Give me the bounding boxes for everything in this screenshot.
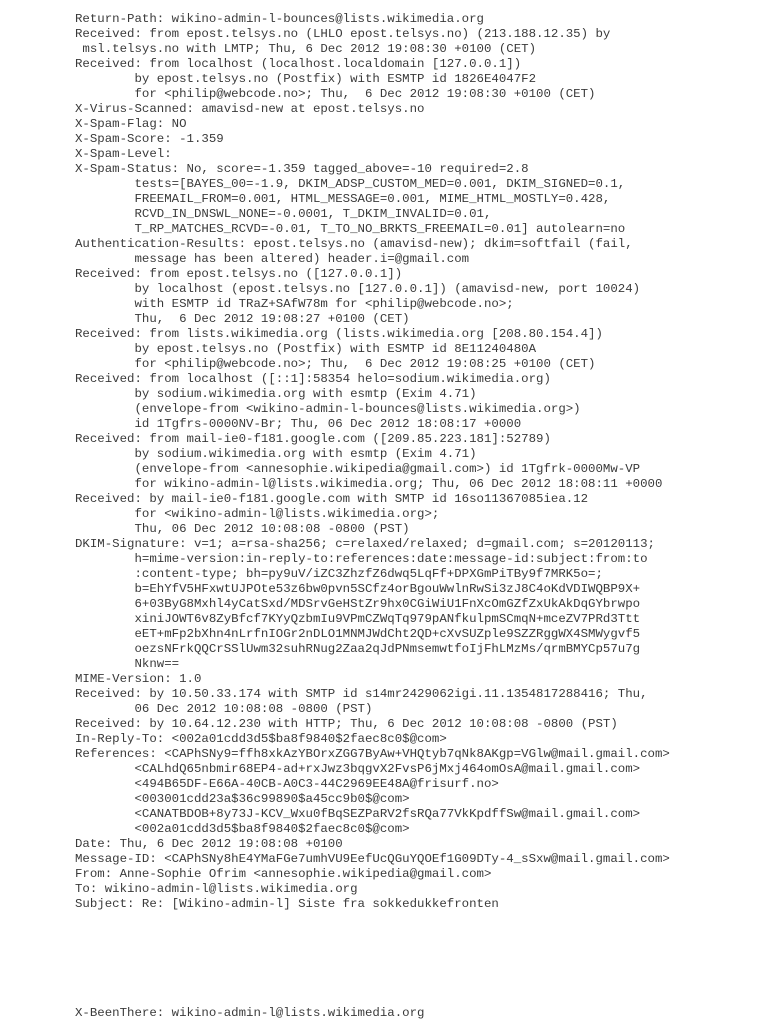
email-header-line: for wikino-admin-l@lists.wikimedia.org; Thu, 06 Dec 2012 18:08:11 +0000	[75, 477, 663, 491]
email-header-line: Received: by 10.50.33.174 with SMTP id s14mr2429062igi.11.1354817288416; Thu,	[75, 687, 648, 701]
email-header-line: X-Spam-Score: -1.359	[75, 132, 224, 146]
email-header-line: tests=[BAYES_00=-1.9, DKIM_ADSP_CUSTOM_MED=0.001, DKIM_SIGNED=0.1,	[75, 177, 626, 191]
email-header-line: <003001cdd23a$36c99890$a45cc9b0$@com>	[75, 792, 410, 806]
email-header-line: <002a01cdd3d5$ba8f9840$2faec8c0$@com>	[75, 822, 410, 836]
email-header-line: MIME-Version: 1.0	[75, 672, 202, 686]
email-header-line: xiniJOWT6v8ZyBfcf7KYyQzbmIu9VPmCZWqTq979pANfkulpmSCmqN+mceZV7PRd3Ttt	[75, 612, 641, 626]
email-header-line: In-Reply-To: <002a01cdd3d5$ba8f9840$2faec8c0$@com>	[75, 732, 447, 746]
email-header-line: Received: from lists.wikimedia.org (lists.wikimedia.org [208.80.154.4])	[75, 327, 603, 341]
email-header-line: Thu, 06 Dec 2012 10:08:08 -0800 (PST)	[75, 522, 410, 536]
email-header-line: for <philip@webcode.no>; Thu, 6 Dec 2012 19:08:25 +0100 (CET)	[75, 357, 596, 371]
email-header-line: id 1Tgfrs-0000NV-Br; Thu, 06 Dec 2012 18:08:17 +0000	[75, 417, 522, 431]
email-header-line: by localhost (epost.telsys.no [127.0.0.1]) (amavisd-new, port 10024)	[75, 282, 641, 296]
email-header-line: Received: from epost.telsys.no (LHLO epost.telsys.no) (213.188.12.35) by	[75, 27, 611, 41]
email-header-line: Received: by mail-ie0-f181.google.com with SMTP id 16so11367085iea.12	[75, 492, 589, 506]
email-header-line: <CALhdQ65nbmir68EP4-ad+rxJwz3bqgvX2FvsP6jMxj464omOsA@mail.gmail.com>	[75, 762, 641, 776]
email-header-line: by sodium.wikimedia.org with esmtp (Exim 4.71)	[75, 447, 477, 461]
email-header-line: From: Anne-Sophie Ofrim <annesophie.wikipedia@gmail.com>	[75, 867, 492, 881]
email-header-line: h=mime-version:in-reply-to:references:date:message-id:subject:from:to	[75, 552, 648, 566]
x-beenthere-header: X-BeenThere: wikino-admin-l@lists.wikimedia.org	[75, 1006, 425, 1020]
email-header-line: Thu, 6 Dec 2012 19:08:27 +0100 (CET)	[75, 312, 410, 326]
email-header-line: References: <CAPhSNy9=ffh8xkAzYBOrxZGG7ByAw+VHQtyb7qNk8AKgp=VGlw@mail.gmail.com>	[75, 747, 670, 761]
email-header-line: Message-ID: <CAPhSNy8hE4YMaFGe7umhVU9EefUcQGuYQOEf1G09DTy-4_sSxw@mail.gmail.com>	[75, 852, 670, 866]
email-header-line: T_RP_MATCHES_RCVD=-0.01, T_TO_NO_BRKTS_FREEMAIL=0.01] autolearn=no	[75, 222, 626, 236]
email-header-line: (envelope-from <annesophie.wikipedia@gmail.com>) id 1Tgfrk-0000Mw-VP	[75, 462, 641, 476]
email-header-line: <494B65DF-E66A-40CB-A0C3-44C2969EE48A@frisurf.no>	[75, 777, 499, 791]
email-header-line: X-Virus-Scanned: amavisd-new at epost.telsys.no	[75, 102, 425, 116]
email-header-line: eET+mFp2bXhn4nLrfnIOGr2nDLO1MNMJWdCht2QD+cXvSUZple9SZZRggWX4SMWygvf5	[75, 627, 641, 641]
email-header-line: Date: Thu, 6 Dec 2012 19:08:08 +0100	[75, 837, 343, 851]
email-header-line: X-Spam-Flag: NO	[75, 117, 187, 131]
email-header-line: Authentication-Results: epost.telsys.no (amavisd-new); dkim=softfail (fail,	[75, 237, 633, 251]
email-header-line: X-Spam-Level:	[75, 147, 172, 161]
email-header-line: Received: from epost.telsys.no ([127.0.0.1])	[75, 267, 403, 281]
email-header-line: RCVD_IN_DNSWL_NONE=-0.0001, T_DKIM_INVALID=0.01,	[75, 207, 492, 221]
email-header-line: <CANATBDOB+8y73J-KCV_Wxu0fBqSEZPaRV2fsRQa77VkKpdffSw@mail.gmail.com>	[75, 807, 641, 821]
email-header-line: for <philip@webcode.no>; Thu, 6 Dec 2012 19:08:30 +0100 (CET)	[75, 87, 596, 101]
email-header-line: by epost.telsys.no (Postfix) with ESMTP id 8E11240480A	[75, 342, 537, 356]
email-header-block	[75, 12, 755, 912]
email-header-line: Return-Path: wikino-admin-l-bounces@lists.wikimedia.org	[75, 12, 484, 26]
email-header-line: Received: from localhost (localhost.localdomain [127.0.0.1])	[75, 57, 522, 71]
email-header-line: Received: from mail-ie0-f181.google.com ([209.85.223.181]:52789)	[75, 432, 551, 446]
email-header-line: Received: by 10.64.12.230 with HTTP; Thu, 6 Dec 2012 10:08:08 -0800 (PST)	[75, 717, 618, 731]
email-header-line: :content-type; bh=py9uV/iZC3ZhzfZ6dwq5LqFf+DPXGmPiTBy9f7MRK5o=;	[75, 567, 603, 581]
email-header-line: message has been altered) header.i=@gmail.com	[75, 252, 470, 266]
email-header-line: X-Spam-Status: No, score=-1.359 tagged_above=-10 required=2.8	[75, 162, 529, 176]
email-header-line: FREEMAIL_FROM=0.001, HTML_MESSAGE=0.001, MIME_HTML_MOSTLY=0.428,	[75, 192, 611, 206]
email-header-line: by epost.telsys.no (Postfix) with ESMTP id 1826E4047F2	[75, 72, 537, 86]
email-header-line: Nknw==	[75, 657, 180, 671]
email-header-line: 06 Dec 2012 10:08:08 -0800 (PST)	[75, 702, 373, 716]
email-header-line: by sodium.wikimedia.org with esmtp (Exim 4.71)	[75, 387, 477, 401]
email-header-line: msl.telsys.no with LMTP; Thu, 6 Dec 2012 19:08:30 +0100 (CET)	[75, 42, 537, 56]
email-header-line: Received: from localhost ([::1]:58354 helo=sodium.wikimedia.org)	[75, 372, 551, 386]
email-header-line: with ESMTP id TRaZ+SAfW78m for <philip@webcode.no>;	[75, 297, 514, 311]
email-header-line: oezsNFrkQQCrSSlUwm32suhRNug2Zaa2qJdPNmsemwtfoIjFhLMzMs/qrmBMYCp57u7g	[75, 642, 641, 656]
email-header-line: To: wikino-admin-l@lists.wikimedia.org	[75, 882, 358, 896]
email-header-line: DKIM-Signature: v=1; a=rsa-sha256; c=relaxed/relaxed; d=gmail.com; s=20120113;	[75, 537, 655, 551]
email-header-line: 6+03ByG8Mxhl4yCatSxd/MDSrvGeHStZr9hx0CGiWiU1FnXcOmGZfZxUkAkDqGYbrwpo	[75, 597, 641, 611]
email-header-line: Subject: Re: [Wikino-admin-l] Siste fra sokkedukkefronten	[75, 897, 499, 911]
email-header-line: (envelope-from <wikino-admin-l-bounces@lists.wikimedia.org>)	[75, 402, 581, 416]
email-header-line: for <wikino-admin-l@lists.wikimedia.org>;	[75, 507, 440, 521]
email-header-line: b=EhYfV5HFxwtUJPOte53z6bw0pvn5SCfz4orBgouWwlnRwSi3zJ8C4oKdVDIWQBP9X+	[75, 582, 641, 596]
